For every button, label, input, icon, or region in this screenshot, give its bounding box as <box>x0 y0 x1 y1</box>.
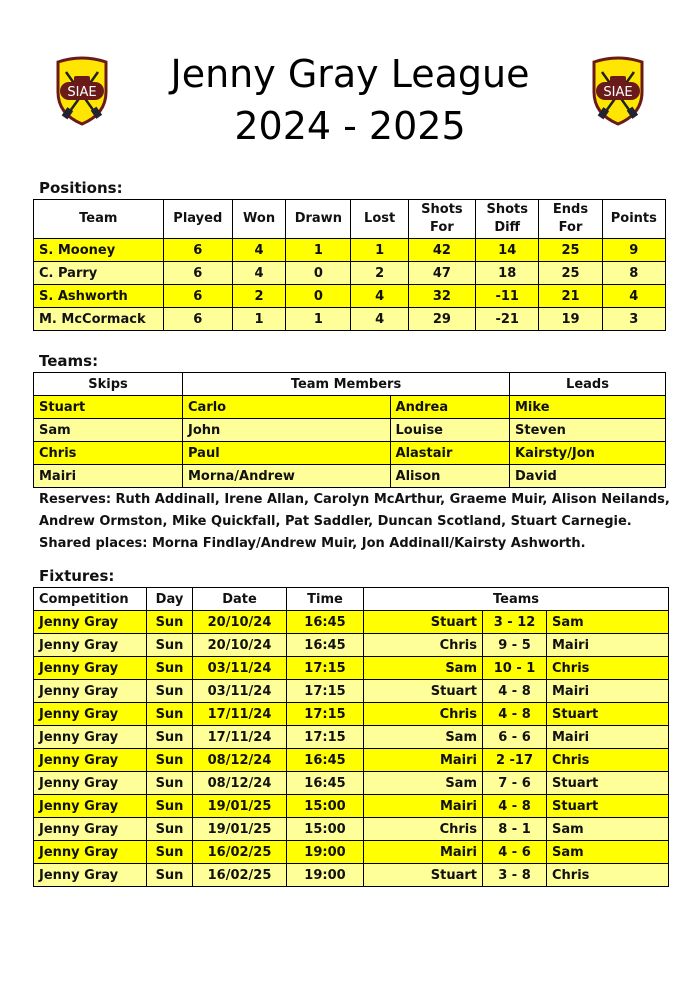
home-team-cell: Chris <box>364 818 483 841</box>
stat-cell: 2 <box>232 285 285 308</box>
day-cell: Sun <box>147 864 193 887</box>
team-notes <box>39 489 679 555</box>
svg-text:SIAE: SIAE <box>603 85 633 100</box>
title-line-2: 2024 - 2025 <box>234 104 466 148</box>
stat-cell: 4 <box>232 262 285 285</box>
time-cell: 17:15 <box>287 680 364 703</box>
date-cell: 17/11/24 <box>193 703 287 726</box>
stat-cell: 6 <box>163 262 232 285</box>
time-cell: 16:45 <box>287 749 364 772</box>
away-team-cell: Mairi <box>547 634 669 657</box>
time-cell: 16:45 <box>287 611 364 634</box>
stat-cell: 6 <box>163 285 232 308</box>
skip-cell: Stuart <box>34 396 183 419</box>
header-day: Day <box>147 588 193 611</box>
member-cell: Alastair <box>390 442 509 465</box>
stat-cell: 4 <box>602 285 665 308</box>
fixture-row <box>34 657 669 680</box>
stat-cell: 32 <box>408 285 475 308</box>
score-cell: 4 - 8 <box>483 680 547 703</box>
stat-cell: 3 <box>602 308 665 331</box>
fixture-row <box>34 634 669 657</box>
stat-cell: 21 <box>539 285 602 308</box>
lead-cell: Mike <box>510 396 666 419</box>
fixture-row <box>34 611 669 634</box>
fixture-row <box>34 772 669 795</box>
lead-cell: Kairsty/Jon <box>510 442 666 465</box>
member-cell: John <box>183 419 391 442</box>
time-cell: 19:00 <box>287 864 364 887</box>
positions-label: Positions: <box>39 179 123 197</box>
positions-row <box>34 285 666 308</box>
home-team-cell: Sam <box>364 772 483 795</box>
team-row <box>34 419 666 442</box>
day-cell: Sun <box>147 657 193 680</box>
score-cell: 3 - 8 <box>483 864 547 887</box>
date-cell: 20/10/24 <box>193 634 287 657</box>
fixture-row <box>34 795 669 818</box>
fixture-row <box>34 818 669 841</box>
date-cell: 17/11/24 <box>193 726 287 749</box>
home-team-cell: Sam <box>364 726 483 749</box>
header-competition: Competition <box>34 588 147 611</box>
title-line-1: Jenny Gray League <box>170 52 530 96</box>
team-row <box>34 442 666 465</box>
time-cell: 15:00 <box>287 795 364 818</box>
stat-cell: 29 <box>408 308 475 331</box>
header-leads: Leads <box>510 373 666 396</box>
score-cell: 10 - 1 <box>483 657 547 680</box>
stat-cell: 1 <box>286 308 351 331</box>
competition-cell: Jenny Gray <box>34 611 147 634</box>
day-cell: Sun <box>147 841 193 864</box>
day-cell: Sun <box>147 726 193 749</box>
score-cell: 9 - 5 <box>483 634 547 657</box>
teams-table <box>33 372 666 488</box>
positions-header-ends-for: Ends For <box>539 200 602 239</box>
stat-cell: 4 <box>351 285 408 308</box>
stat-cell: 25 <box>539 239 602 262</box>
member-cell: Paul <box>183 442 391 465</box>
team-row <box>34 396 666 419</box>
home-team-cell: Stuart <box>364 864 483 887</box>
stat-cell: 42 <box>408 239 475 262</box>
stat-cell: 6 <box>163 239 232 262</box>
home-team-cell: Sam <box>364 657 483 680</box>
stat-cell: 0 <box>286 262 351 285</box>
lead-cell: Steven <box>510 419 666 442</box>
fixture-row <box>34 749 669 772</box>
team-name-cell: C. Parry <box>34 262 164 285</box>
away-team-cell: Stuart <box>547 703 669 726</box>
date-cell: 16/02/25 <box>193 841 287 864</box>
team-row <box>34 465 666 488</box>
positions-header-team: Team <box>34 200 164 239</box>
day-cell: Sun <box>147 611 193 634</box>
member-cell: Louise <box>390 419 509 442</box>
date-cell: 19/01/25 <box>193 795 287 818</box>
day-cell: Sun <box>147 749 193 772</box>
date-cell: 08/12/24 <box>193 749 287 772</box>
day-cell: Sun <box>147 634 193 657</box>
positions-header-shots-for: Shots For <box>408 200 475 239</box>
stat-cell: 4 <box>232 239 285 262</box>
score-cell: 4 - 8 <box>483 703 547 726</box>
member-cell: Andrea <box>390 396 509 419</box>
competition-cell: Jenny Gray <box>34 634 147 657</box>
siae-logo-left <box>52 56 112 126</box>
competition-cell: Jenny Gray <box>34 841 147 864</box>
svg-text:SIAE: SIAE <box>67 85 97 100</box>
away-team-cell: Sam <box>547 841 669 864</box>
positions-header-played: Played <box>163 200 232 239</box>
stat-cell: 1 <box>351 239 408 262</box>
fixtures-table <box>33 587 669 887</box>
positions-table <box>33 199 666 331</box>
home-team-cell: Mairi <box>364 749 483 772</box>
home-team-cell: Chris <box>364 703 483 726</box>
stat-cell: 1 <box>232 308 285 331</box>
day-cell: Sun <box>147 772 193 795</box>
competition-cell: Jenny Gray <box>34 657 147 680</box>
time-cell: 17:15 <box>287 726 364 749</box>
competition-cell: Jenny Gray <box>34 726 147 749</box>
shared-places-text: Shared places: Morna Findlay/Andrew Muir, Jon Addinall/Kairsty Ashworth. <box>39 536 586 551</box>
home-team-cell: Stuart <box>364 611 483 634</box>
team-name-cell: S. Mooney <box>34 239 164 262</box>
positions-header-drawn: Drawn <box>286 200 351 239</box>
lead-cell: David <box>510 465 666 488</box>
away-team-cell: Mairi <box>547 726 669 749</box>
stat-cell: -11 <box>476 285 539 308</box>
competition-cell: Jenny Gray <box>34 818 147 841</box>
score-cell: 8 - 1 <box>483 818 547 841</box>
positions-header-lost: Lost <box>351 200 408 239</box>
date-cell: 03/11/24 <box>193 657 287 680</box>
time-cell: 17:15 <box>287 657 364 680</box>
day-cell: Sun <box>147 795 193 818</box>
score-cell: 3 - 12 <box>483 611 547 634</box>
score-cell: 7 - 6 <box>483 772 547 795</box>
siae-logo-right <box>588 56 648 126</box>
away-team-cell: Chris <box>547 657 669 680</box>
stat-cell: 4 <box>351 308 408 331</box>
date-cell: 03/11/24 <box>193 680 287 703</box>
score-cell: 2 -17 <box>483 749 547 772</box>
fixture-row <box>34 703 669 726</box>
fixtures-label: Fixtures: <box>39 567 115 585</box>
stat-cell: 2 <box>351 262 408 285</box>
stat-cell: 47 <box>408 262 475 285</box>
home-team-cell: Stuart <box>364 680 483 703</box>
fixture-row <box>34 864 669 887</box>
team-name-cell: S. Ashworth <box>34 285 164 308</box>
home-team-cell: Mairi <box>364 841 483 864</box>
day-cell: Sun <box>147 818 193 841</box>
score-cell: 4 - 6 <box>483 841 547 864</box>
day-cell: Sun <box>147 680 193 703</box>
time-cell: 15:00 <box>287 818 364 841</box>
header-skips: Skips <box>34 373 183 396</box>
skip-cell: Mairi <box>34 465 183 488</box>
positions-header-points: Points <box>602 200 665 239</box>
stat-cell: -21 <box>476 308 539 331</box>
stat-cell: 14 <box>476 239 539 262</box>
competition-cell: Jenny Gray <box>34 795 147 818</box>
date-cell: 19/01/25 <box>193 818 287 841</box>
team-name-cell: M. McCormack <box>34 308 164 331</box>
stat-cell: 25 <box>539 262 602 285</box>
day-cell: Sun <box>147 703 193 726</box>
header-date: Date <box>193 588 287 611</box>
home-team-cell: Chris <box>364 634 483 657</box>
time-cell: 19:00 <box>287 841 364 864</box>
score-cell: 4 - 8 <box>483 795 547 818</box>
member-cell: Carlo <box>183 396 391 419</box>
away-team-cell: Stuart <box>547 795 669 818</box>
competition-cell: Jenny Gray <box>34 680 147 703</box>
stat-cell: 8 <box>602 262 665 285</box>
positions-row <box>34 239 666 262</box>
score-cell: 6 - 6 <box>483 726 547 749</box>
date-cell: 08/12/24 <box>193 772 287 795</box>
fixture-row <box>34 726 669 749</box>
header-teams: Teams <box>364 588 669 611</box>
away-team-cell: Sam <box>547 818 669 841</box>
member-cell: Morna/Andrew <box>183 465 391 488</box>
home-team-cell: Mairi <box>364 795 483 818</box>
away-team-cell: Chris <box>547 749 669 772</box>
positions-header-won: Won <box>232 200 285 239</box>
date-cell: 20/10/24 <box>193 611 287 634</box>
stat-cell: 1 <box>286 239 351 262</box>
competition-cell: Jenny Gray <box>34 749 147 772</box>
fixture-row <box>34 680 669 703</box>
skip-cell: Sam <box>34 419 183 442</box>
stat-cell: 0 <box>286 285 351 308</box>
away-team-cell: Chris <box>547 864 669 887</box>
date-cell: 16/02/25 <box>193 864 287 887</box>
away-team-cell: Sam <box>547 611 669 634</box>
competition-cell: Jenny Gray <box>34 703 147 726</box>
positions-header-shots-diff: Shots Diff <box>476 200 539 239</box>
skip-cell: Chris <box>34 442 183 465</box>
time-cell: 16:45 <box>287 634 364 657</box>
header-team-members: Team Members <box>183 373 510 396</box>
reserves-text: Reserves: Ruth Addinall, Irene Allan, Carolyn McArthur, Graeme Muir, Alison Neilands, Andrew Ormston, Mike Quickfall, Pat Saddler, Duncan Scotland, Stuart Carnegie. <box>39 492 670 529</box>
time-cell: 16:45 <box>287 772 364 795</box>
time-cell: 17:15 <box>287 703 364 726</box>
stat-cell: 9 <box>602 239 665 262</box>
fixture-row <box>34 841 669 864</box>
away-team-cell: Stuart <box>547 772 669 795</box>
page-title <box>140 48 560 152</box>
stat-cell: 6 <box>163 308 232 331</box>
stat-cell: 19 <box>539 308 602 331</box>
competition-cell: Jenny Gray <box>34 864 147 887</box>
away-team-cell: Mairi <box>547 680 669 703</box>
competition-cell: Jenny Gray <box>34 772 147 795</box>
header-time: Time <box>287 588 364 611</box>
member-cell: Alison <box>390 465 509 488</box>
stat-cell: 18 <box>476 262 539 285</box>
positions-row <box>34 262 666 285</box>
positions-row <box>34 308 666 331</box>
teams-label: Teams: <box>39 352 99 370</box>
